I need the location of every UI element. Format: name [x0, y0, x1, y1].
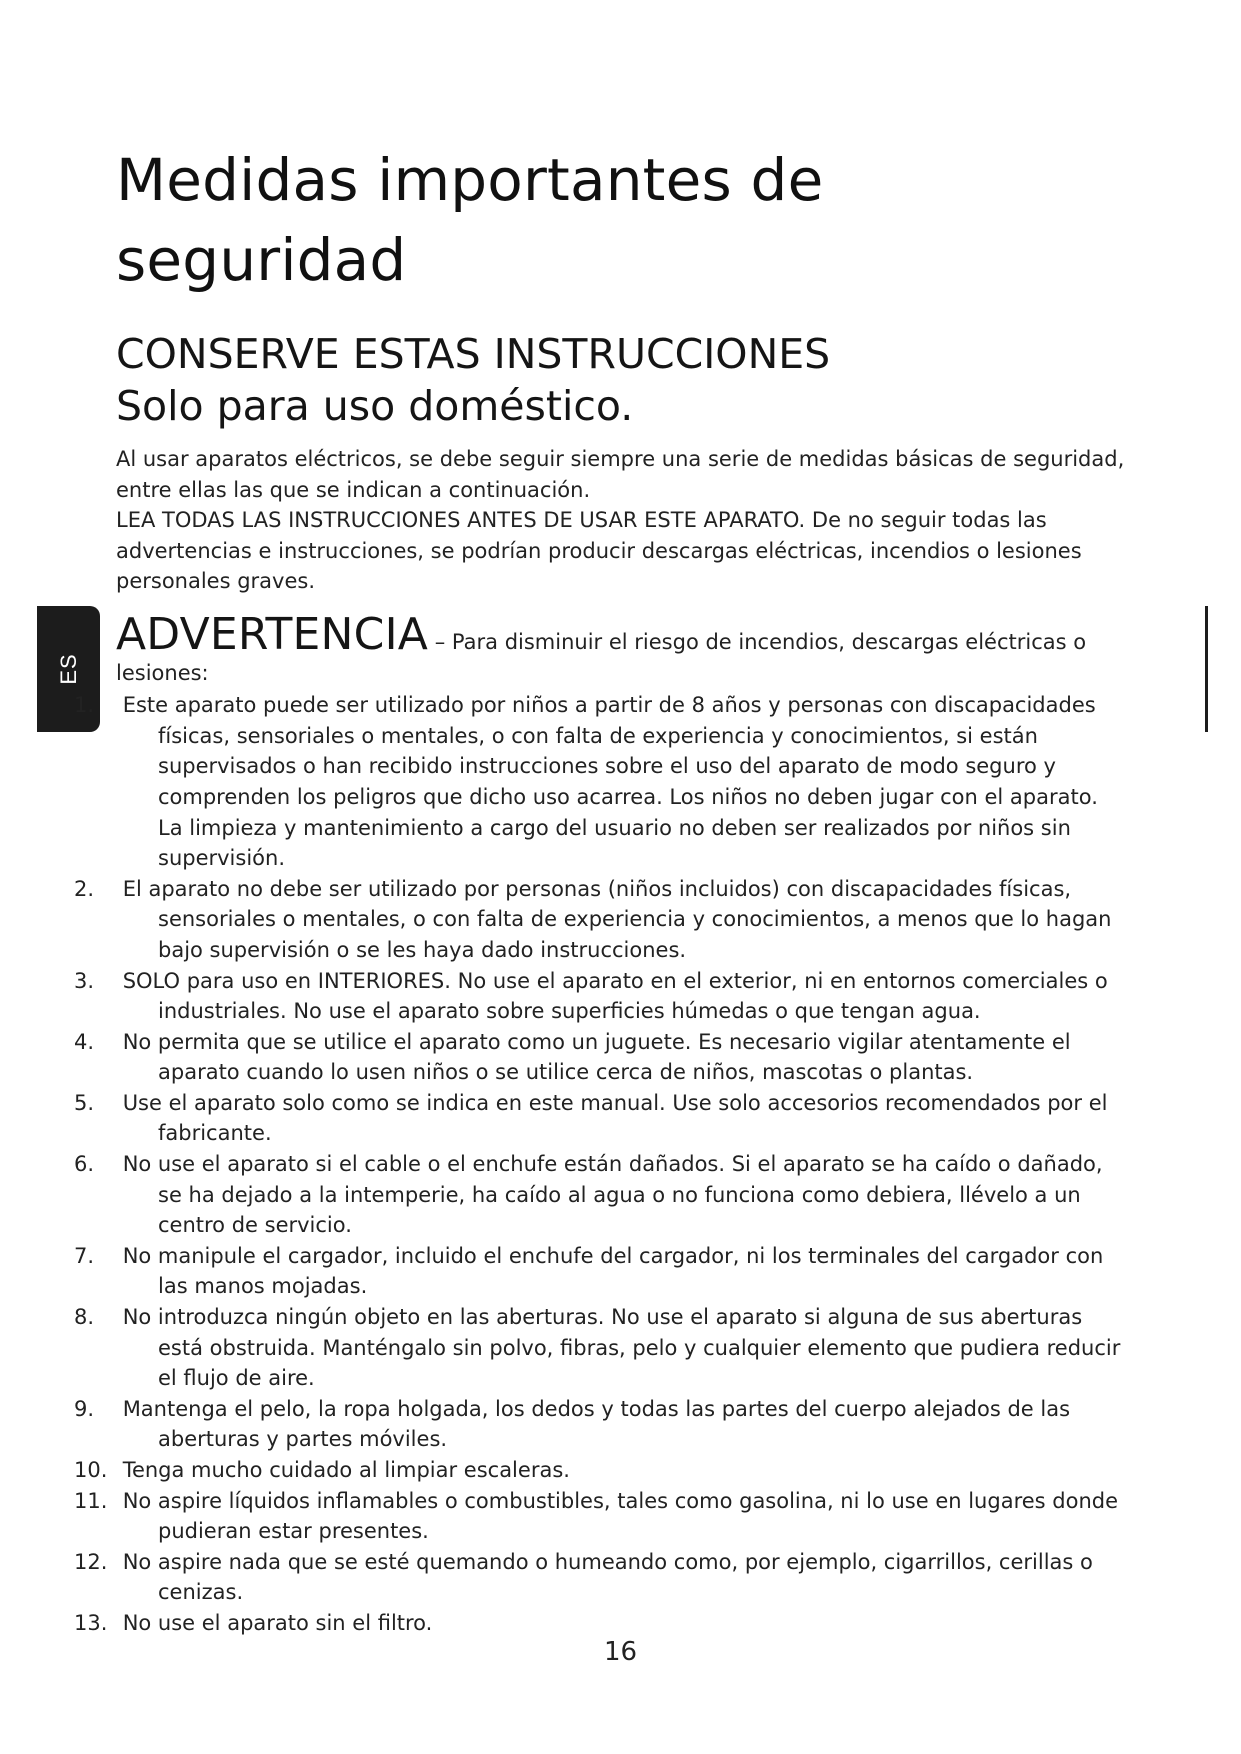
item-text: Este aparato puede ser utilizado por niños a partir de 8 años y personas con discapacidades físicas, sensoriales o mentales, o con falta de experiencia y conocimientos, si están supervisados o han recibido instrucciones sobre el uso del aparato de modo seguro y comprenden los peligros que dicho uso acarrea. Los niños no deben jugar con el aparato. La limpieza y mantenimiento a cargo del usuario no deben ser realizados por niños sin supervisión. [122, 693, 1098, 871]
list-item: 6. No use el aparato si el cable o el enchufe están dañados. Si el aparato se ha caído o dañado, se ha dejado a la intemperie, ha caído al agua o no funciona como debiera, llévelo a un centro de servicio. [74, 1152, 1103, 1238]
household-use-heading: Solo para uso doméstico. [116, 382, 634, 430]
intro-paragraph: Al usar aparatos eléctricos, se debe seguir siempre una serie de medidas básicas de seguridad, entre ellas las que se indican a continuación. [116, 447, 1125, 502]
item-text: No use el aparato sin el filtro. [122, 1610, 433, 1635]
page-title: Medidas importantes de seguridad [116, 146, 824, 294]
item-text: Tenga mucho cuidado al limpiar escaleras. [122, 1458, 570, 1482]
list-item: 12. No aspire nada que se esté quemando o humeando como, por ejemplo, cigarrillos, cerillas o cenizas. [74, 1549, 1093, 1605]
read-all-instructions-paragraph: LEA TODAS LAS INSTRUCCIONES ANTES DE USAR ESTE APARATO. De no seguir todas las advertencias e instrucciones, se podrían producir descargas eléctricas, incendios o lesiones personales graves. [116, 508, 1082, 594]
list-item: 8. No introduzca ningún objeto en las aberturas. No use el aparato si alguna de sus aberturas está obstruida. Manténgalo sin polvo, fibras, pelo y cualquier elemento que pudiera reducir el flujo de aire. [74, 1305, 1121, 1391]
page-edge-marker [1205, 606, 1208, 732]
item-text: No aspire líquidos inflamables o combustibles, tales como gasolina, ni lo use en lugares donde pudieran estar presentes. [122, 1488, 1119, 1544]
content [74, 140, 1126, 1639]
item-text: No manipule el cargador, incluido el enchufe del cargador, ni los terminales del cargador con las manos mojadas. [122, 1243, 1104, 1299]
item-text: SOLO para uso en INTERIORES. No use el aparato en el exterior, ni en entornos comerciales o industriales. No use el aparato sobre superficies húmedas o que tengan agua. [122, 968, 1108, 1024]
item-text: No permita que se utilice el aparato como un juguete. Es necesario vigilar atentamente el aparato cuando lo usen niños o se utilice cerca de niños, mascotas o plantas. [122, 1029, 1071, 1085]
list-item [116, 690, 1126, 874]
item-text: El aparato no debe ser utilizado por personas (niños incluidos) con discapacidades físicas, sensoriales o mentales, o con falta de experiencia y conocimientos, a menos que lo hagan bajo supervisión o se les haya dado instrucciones. [122, 876, 1112, 962]
keep-instructions-heading: CONSERVE ESTAS INSTRUCCIONES [116, 330, 831, 378]
safety-list [74, 690, 1126, 1638]
warning-title: ADVERTENCIA [116, 608, 429, 660]
page-number: 16 [603, 1637, 638, 1667]
list-item: 2. El aparato no debe ser utilizado por personas (niños incluidos) con discapacidades físicas, sensoriales o mentales, o con falta de experiencia y conocimientos, a menos que lo hagan bajo supervisión o se les haya dado instrucciones. [74, 876, 1112, 962]
item-text: No aspire nada que se esté quemando o humeando como, por ejemplo, cigarrillos, cerillas o cenizas. [122, 1549, 1093, 1605]
list-item: 9. Mantenga el pelo, la ropa holgada, los dedos y todas las partes del cuerpo alejados de las aberturas y partes móviles. [74, 1396, 1071, 1452]
warning-block [116, 608, 1126, 688]
item-text: Use el aparato solo como se indica en este manual. Use solo accesorios recomendados por el fabricante. [122, 1090, 1108, 1146]
list-item: 7. No manipule el cargador, incluido el enchufe del cargador, ni los terminales del cargador con las manos mojadas. [74, 1243, 1104, 1299]
item-text: Mantenga el pelo, la ropa holgada, los dedos y todas las partes del cuerpo alejados de las aberturas y partes móviles. [122, 1396, 1071, 1452]
item-text: No introduzca ningún objeto en las aberturas. No use el aparato si alguna de sus aberturas está obstruida. Manténgalo sin polvo, fibras, pelo y cualquier elemento que pudiera reducir el flujo de aire. [122, 1305, 1121, 1391]
list-item: 11. No aspire líquidos inflamables o combustibles, tales como gasolina, ni lo use en lugares donde pudieran estar presentes. [74, 1488, 1119, 1544]
list-item: 13. No use el aparato sin el filtro. [74, 1610, 433, 1635]
list-item: 4. No permita que se utilice el aparato como un juguete. Es necesario vigilar atentamente el aparato cuando lo usen niños o se utilice cerca de niños, mascotas o plantas. [74, 1029, 1071, 1085]
list-item: 10. Tenga mucho cuidado al limpiar escaleras. [74, 1458, 570, 1482]
warning-text: – Para disminuir el riesgo de incendios, descargas eléctricas o lesiones: [116, 629, 1087, 685]
item-text: No use el aparato si el cable o el enchufe están dañados. Si el aparato se ha caído o dañado, se ha dejado a la intemperie, ha caído al agua o no funciona como debiera, llévelo a un centro de servicio. [122, 1152, 1103, 1238]
list-item: 5. Use el aparato solo como se indica en este manual. Use solo accesorios recomendados por el fabricante. [74, 1090, 1108, 1146]
language-tab-label: ES [55, 653, 81, 685]
list-item: 3. SOLO para uso en INTERIORES. No use el aparato en el exterior, ni en entornos comerciales o industriales. No use el aparato sobre superficies húmedas o que tengan agua. [74, 968, 1108, 1024]
